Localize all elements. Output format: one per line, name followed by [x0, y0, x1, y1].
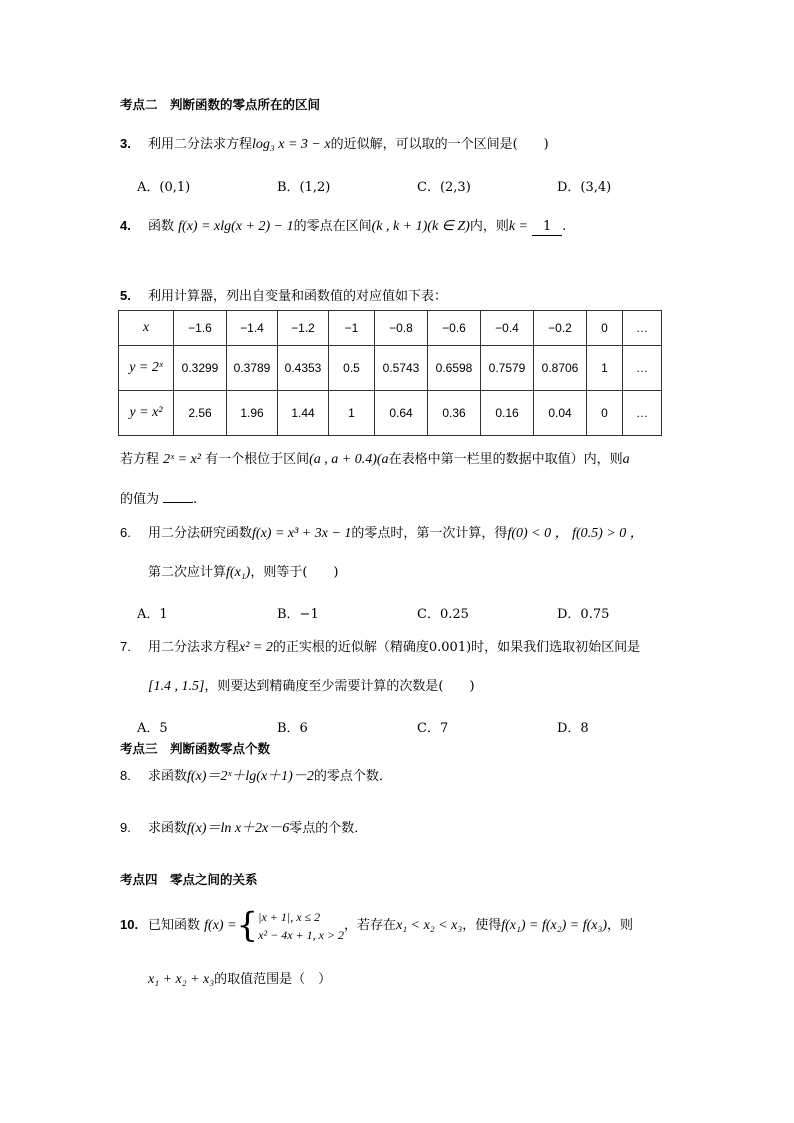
question-4 — [120, 218, 566, 236]
table-cell: −0.8 — [375, 311, 428, 346]
q3-options — [137, 176, 697, 195]
option-b: B．6 — [277, 721, 308, 736]
q5-text: 利用计算器，列出自变量和函数值的对应值如下表： — [148, 289, 448, 304]
table-cell: … — [623, 391, 662, 436]
q8-text-b: 的零点个数． — [313, 769, 392, 784]
q10-math-a: f(x) = — [204, 918, 237, 933]
q5-line2-math: 2ˣ = x² — [163, 452, 201, 467]
question-number: 3. — [120, 136, 131, 151]
option-c: C．7 — [417, 721, 449, 736]
q4-math-a: f(x) = xlg(x + 2) − 1 — [178, 219, 294, 234]
section-title-4: 考点四 零点之间的关系 — [120, 872, 258, 887]
table-cell: −0.2 — [534, 311, 587, 346]
option-b: B．−1 — [277, 607, 319, 622]
row-label-2x: y = 2ˣ — [119, 346, 174, 391]
q5-line-3 — [120, 492, 197, 508]
option-d: D．8 — [557, 721, 589, 736]
q3-text-a: 利用二分法求方程 — [148, 137, 253, 152]
q10-line2-math: x₁ + x₂ + x₃ — [148, 972, 215, 987]
q3-text-b: 的近似解，可以取的一个区间是( ) — [330, 137, 549, 152]
q7-text-b: 的正实根的近似解（精确度0.001)时，如果我们选取初始区间是 — [272, 640, 641, 655]
q7-line-2 — [148, 679, 475, 695]
table-cell: 0.7579 — [481, 346, 534, 391]
q5-line2-math3: a — [622, 452, 630, 467]
option-a: A．1 — [137, 607, 168, 622]
table-cell: 1.44 — [278, 391, 329, 436]
q3-math: log₃ x = 3 − x — [252, 137, 331, 152]
option-d: D．(3,4) — [557, 180, 612, 195]
q10-text-b: ，若存在 — [344, 918, 397, 933]
q5-line2-a: 若方程 — [120, 452, 160, 467]
question-number: 9. — [120, 820, 131, 835]
question-5 — [120, 288, 447, 305]
question-number: 7. — [120, 639, 131, 654]
row-label-x: x — [119, 311, 174, 346]
q6-line2-math: f(x₁) — [226, 565, 251, 580]
q10-math-b: x₁ < x₂ < x₃ — [396, 918, 463, 933]
table-cell: −0.6 — [428, 311, 481, 346]
table-cell: 0 — [587, 391, 623, 436]
q5-line3: 的值为 — [120, 492, 160, 507]
section-title-2: 考点二 判断函数的零点所在的区间 — [120, 97, 321, 112]
question-7 — [120, 639, 640, 656]
table-row — [119, 311, 662, 346]
q8-math: f(x)＝2ˣ＋lg(x＋1)－2 — [187, 769, 314, 784]
option-b: B．(1,2) — [277, 180, 331, 195]
q10-text-c: ，使得 — [462, 918, 502, 933]
q7-line2-math: [1.4 , 1.5] — [148, 679, 205, 694]
option-c: C．(2,3) — [417, 180, 471, 195]
question-10 — [120, 905, 633, 946]
q6-line2-b: ，则等于( ) — [250, 565, 339, 580]
section-title-3: 考点三 判断函数零点个数 — [120, 741, 271, 756]
q5-answer-blank — [163, 502, 193, 503]
q4-text-b: 的零点在区间 — [293, 219, 372, 234]
table-cell: 1.96 — [227, 391, 278, 436]
table-cell: 0.36 — [428, 391, 481, 436]
table-cell: −0.4 — [481, 311, 534, 346]
question-number: 8. — [120, 768, 131, 783]
question-number: 4. — [120, 218, 131, 233]
q6-options — [137, 603, 697, 622]
table-cell: −1.2 — [278, 311, 329, 346]
q10-line-2 — [148, 972, 331, 988]
option-c: C．0.25 — [417, 607, 469, 622]
q4-answer-blank: 1 — [532, 219, 562, 236]
table-cell: 1 — [329, 391, 375, 436]
table-row — [119, 346, 662, 391]
table-row — [119, 391, 662, 436]
left-brace: { — [236, 905, 259, 946]
table-cell: 0.64 — [375, 391, 428, 436]
q6-math-b: f(0) < 0 ， f(0.5) > 0 ， — [507, 526, 644, 541]
q4-text-a: 函数 — [148, 219, 175, 234]
q10-text-d: ，则 — [607, 918, 634, 933]
table-cell: 2.56 — [174, 391, 227, 436]
q7-text-a: 用二分法求方程 — [148, 640, 240, 655]
row-label-x2: y = x² — [119, 391, 174, 436]
table-cell: 0.16 — [481, 391, 534, 436]
table-cell: … — [623, 346, 662, 391]
q5-line3-end: . — [193, 492, 198, 507]
q9-text-a: 求函数 — [148, 821, 188, 836]
q7-math-a: x² = 2 — [239, 640, 273, 655]
table-cell: … — [623, 311, 662, 346]
piecewise-cases — [258, 908, 344, 944]
question-number: 10. — [120, 917, 139, 932]
table-cell: −1.6 — [174, 311, 227, 346]
case-2: x² − 4x + 1, x > 2 — [258, 927, 345, 942]
value-table — [118, 310, 662, 436]
table-cell: 0.5743 — [375, 346, 428, 391]
table-cell: 0.5 — [329, 346, 375, 391]
question-number: 5. — [120, 288, 131, 303]
q10-line2-b: 的取值范围是（ ） — [214, 972, 332, 987]
q5-line2-math2: (a , a + 0.4)(a — [309, 452, 389, 467]
table-cell: 0.4353 — [278, 346, 329, 391]
q9-math: f(x)＝ln x＋2x－6 — [187, 821, 290, 836]
table-cell: 1 — [587, 346, 623, 391]
table-cell: 0 — [587, 311, 623, 346]
table-cell: −1.4 — [227, 311, 278, 346]
table-cell: 0.04 — [534, 391, 587, 436]
q6-line-2 — [148, 565, 338, 581]
q6-line2-a: 第二次应计算 — [148, 565, 227, 580]
q4-end: . — [562, 219, 567, 234]
q8-text-a: 求函数 — [148, 769, 188, 784]
table-cell: −1 — [329, 311, 375, 346]
q10-math-c: f(x₁) = f(x₂) = f(x₃) — [501, 918, 607, 933]
case-1: |x + 1|, x ≤ 2 — [258, 909, 321, 924]
q5-line2-c: 在表格中第一栏里的数据中取值）内，则 — [388, 452, 623, 467]
table-cell: 0.6598 — [428, 346, 481, 391]
q6-math-a: f(x) = x³ + 3x − 1 — [252, 526, 352, 541]
q7-options — [137, 717, 697, 736]
question-8 — [120, 768, 392, 785]
q10-text-a: 已知函数 — [148, 918, 201, 933]
q7-line2-b: ，则要达到精确度至少需要计算的次数是( ) — [204, 679, 475, 694]
q6-text-b: 的零点时，第一次计算，得 — [351, 526, 508, 541]
table-cell: 0.8706 — [534, 346, 587, 391]
option-a: A．5 — [137, 721, 168, 736]
table-cell: 0.3789 — [227, 346, 278, 391]
question-9 — [120, 820, 367, 837]
option-a: A．(0,1) — [137, 180, 191, 195]
q4-text-c: 内，则 — [469, 219, 509, 234]
q4-math-c: k = — [508, 219, 528, 234]
option-d: D．0.75 — [557, 607, 610, 622]
q5-line-2 — [120, 452, 630, 468]
q4-math-b: (k , k + 1)(k ∈ Z) — [371, 219, 470, 234]
table-cell: 0.3299 — [174, 346, 227, 391]
q6-text-a: 用二分法研究函数 — [148, 526, 253, 541]
question-number: 6. — [120, 525, 131, 540]
question-6 — [120, 525, 644, 542]
q5-line2-b: 有一个根位于区间 — [205, 452, 310, 467]
q9-text-b: 零点的个数． — [289, 821, 368, 836]
question-3 — [120, 136, 549, 153]
